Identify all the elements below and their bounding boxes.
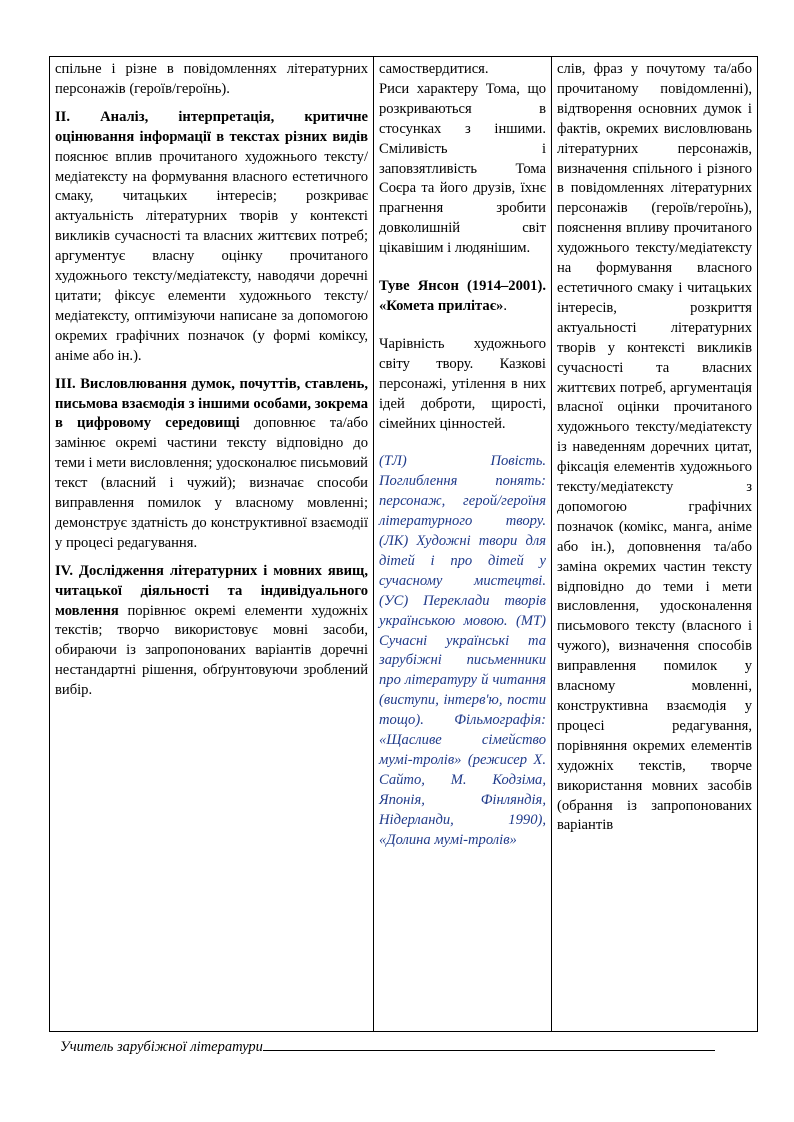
content-paragraph-1: самоствердитися. xyxy=(379,61,489,77)
section-2-text: пояснює вплив прочитаного художнього тексту/медіатексту на формування власного естетичного смаку, читацьких інтересів; розкриває актуальність літературних творів у контексті викликів сучасності та власних життєвих потреб; аргументує власну оцінку прочитаного художнього тексту/медіатексту, наводячи доречні цитати; фіксує елементи художнього тексту/медіатексту, оптимізуючи написане за допомогою окремих графічних позначок (у формі коміксу, аніме або ін.). xyxy=(55,148,368,364)
section-4 xyxy=(55,562,368,701)
curriculum-table xyxy=(49,56,758,1032)
content-paragraph-2: Риси характеру Тома, що розкриваються в стосунках з іншими. Сміливість і заповзятливість Тома Соєра та його друзів, їхнє прагнення зробити довколишній світ цікавішим і людянішим. xyxy=(379,80,546,257)
table-row xyxy=(50,57,758,1032)
footer xyxy=(60,1036,720,1058)
section-3-title: III. Висловлювання думок, почуттів, ставлень, письмова взаємодія з іншими особами, зокрема в цифровому середовищі xyxy=(55,375,368,432)
content-paragraph-3: Чарівність художнього світу твору. Казкові персонажі, утілення в них ідей доброти, щирості, сімейних цінностей. xyxy=(379,335,546,432)
signature-line xyxy=(263,1036,715,1051)
activities-column xyxy=(552,57,758,1032)
author-title: Туве Янсон (1914–2001). «Комета прилітає» xyxy=(379,278,546,314)
activities-text: слів, фраз у почутому та/або прочитаному повідомленні), відтворення основних думок і фактів, окремих висловлювань літературних персонажів, визначення спільного і різного в повідомленнях літературних персонажів (героїв/героїнь), пояснення впливу прочитаного художнього тексту/медіатексту на формування власного естетичного смаку і читацьких інтересів, розкриття актуальності літературних творів у контексті викликів сучасності та власних життєвих потреб, аргументація власної оцінки прочитаного художнього тексту/медіатексту із наведенням доречних цитат, фіксація елементів художнього тексту/медіатексту з допомогою графічних позначок (комікс, манга, аніме або ін.), доповнення та/або заміна окремих частин тексту відповідно до теми і мети висловлення, удосконалення письмового тексту (власного і чужого), визначення способів виправлення помилок у власному мовленні, конструктивна взаємодія у процесі редагування, порівняння окремих елементів художніх текстів, творче використання мовних засобів (обрання із запропонованих варіантів xyxy=(557,61,752,834)
content-column xyxy=(374,57,552,1032)
footer-label: Учитель зарубіжної літератури xyxy=(60,1039,263,1055)
section-4-title: IV. Дослідження літературних і мовних явищ, читацької діяльності та індивідуального мовлення xyxy=(55,562,368,619)
section-2 xyxy=(55,108,368,367)
section-4-text: порівнює окремі елементи художніх текстів; творчо використовує мовні засоби, обираючи із запропонованих варіантів доречні нестандартні рішення, обґрунтовуючи зроблений вибір. xyxy=(55,602,368,699)
content-paragraph-4: (ТЛ) Повість. Поглиблення понять: персонаж, герой/героїня літературного твору. (ЛК) Художні твори для дітей і про дітей у сучасному мистецтві. (УС) Переклади творів українською мовою. (МТ) Сучасні українські та зарубіжні письменники про літературу й читання (виступи, інтерв'ю, пости тощо). Фільмографія: «Щасливе сімейство мумі-тролів» (режисер Х. Сайто, М. Кодзіма, Японія, Фінляндія, Нідерланди, 1990), «Долина мумі-тролів» xyxy=(379,453,546,848)
author-heading: Туве Янсон (1914–2001). «Комета прилітає». xyxy=(379,278,546,314)
intro-paragraph: спільне і різне в повідомленнях літературних персонажів (героїв/героїнь). xyxy=(55,61,368,97)
results-column xyxy=(50,57,374,1032)
section-3 xyxy=(55,375,368,554)
section-2-title: II. Аналіз, інтерпретація, критичне оцінювання інформації в текстах різних видів xyxy=(55,108,368,145)
section-3-text: доповнює та/або замінює окремі частини тексту відповідно до теми і мети висловлення; удосконалює письмовий текст (власний і чужий); визначає способи виправлення помилок у власному мовленні; демонструє здатність до конструктивної взаємодії у процесі редагування. xyxy=(55,415,368,551)
